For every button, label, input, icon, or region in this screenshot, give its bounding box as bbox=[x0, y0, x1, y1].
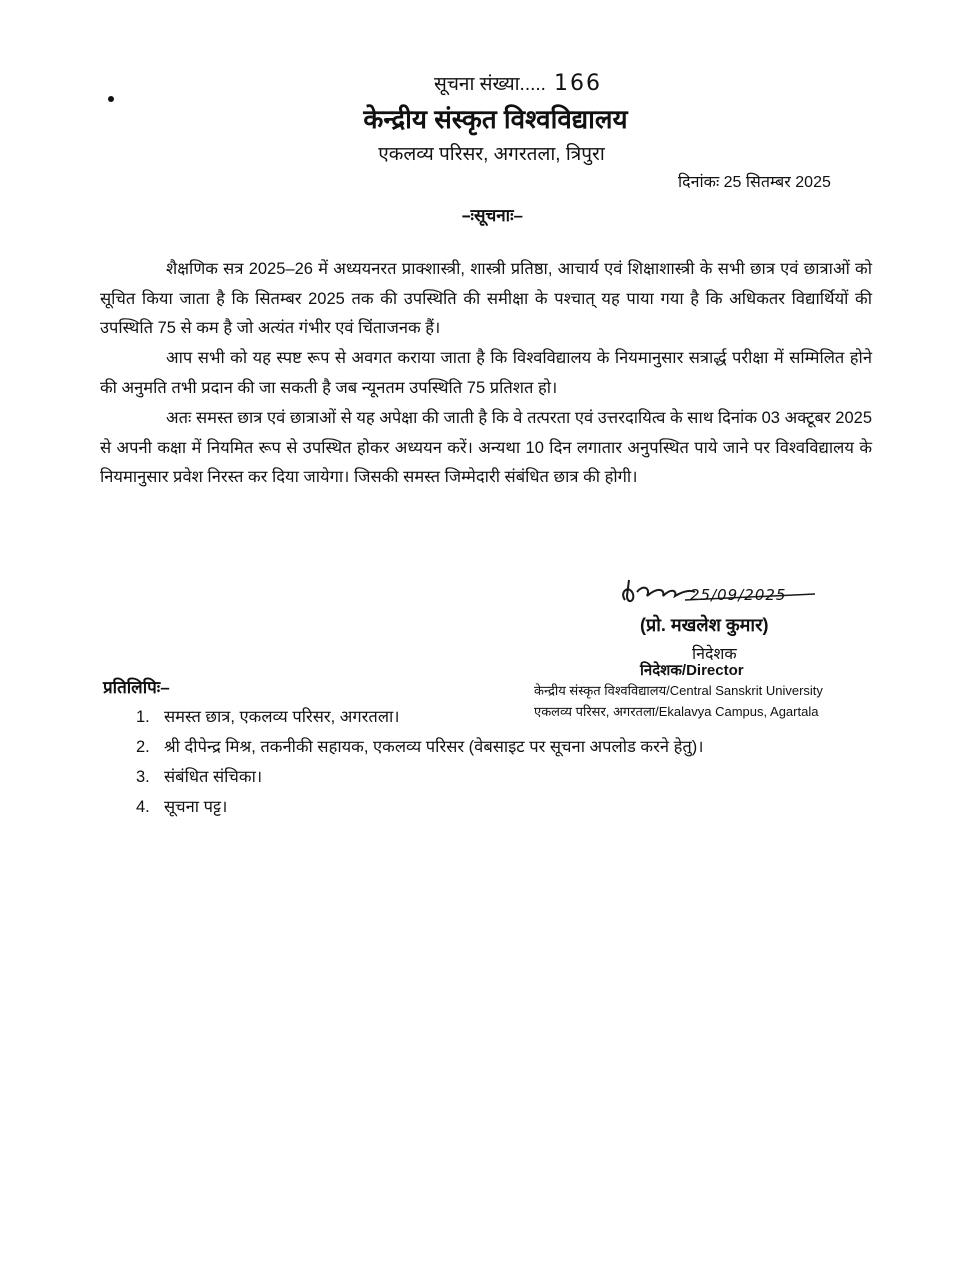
campus-address: एकलव्य परिसर, अगरतला, त्रिपुरा bbox=[378, 144, 605, 165]
copy-to-item bbox=[136, 732, 703, 762]
copy-to-item-number: 1. bbox=[136, 708, 150, 726]
signatory-name: (प्रो. मखलेश कुमार) bbox=[640, 615, 769, 635]
stamp-campus: एकलव्य परिसर, अगरतला/Ekalavya Campus, Agartala bbox=[534, 704, 819, 719]
copy-to-item bbox=[136, 792, 703, 822]
notice-number bbox=[434, 70, 602, 96]
notice-heading: –ःसूचनाः– bbox=[462, 206, 523, 225]
signature-date: 25/09/2025 bbox=[690, 586, 787, 604]
copy-to-item-text: सूचना पट्ट। bbox=[164, 798, 228, 816]
body-paragraph-1: शैक्षणिक सत्र 2025–26 में अध्ययनरत प्राक्शास्त्री, शास्त्री प्रतिष्ठा, आचार्य एवं शिक्षाशास्त्री के सभी छात्र एवं छात्राओं को सूचित किया जाता है कि सितम्बर 2025 तक की उपस्थिति की समीक्षा के पश्चात् यह पाया गया है कि अधिकतर विद्यार्थियों की उपस्थिति 75 से कम है जो अत्यंत गंभीर एवं चिंताजनक हैं। bbox=[100, 260, 872, 337]
copy-to-item bbox=[136, 762, 703, 792]
stamp-designation: निदेशक/Director bbox=[640, 662, 744, 679]
body-paragraph-2: आप सभी को यह स्पष्ट रूप से अवगत कराया जाता है कि विश्वविद्यालय के नियमानुसार सत्रार्द्ध परीक्षा में सम्मिलित होने की अनुमति तभी प्रदान की जा सकती है जब न्यूनतम उपस्थिति 75 प्रतिशत हो। bbox=[100, 349, 872, 397]
university-name: केन्द्रीय संस्कृत विश्वविद्यालय bbox=[363, 104, 628, 134]
copy-to-heading: प्रतिलिपिः– bbox=[103, 678, 170, 697]
signatory-title: निदेशक bbox=[692, 646, 737, 663]
notice-date: दिनांकः 25 सितम्बर 2025 bbox=[678, 174, 831, 191]
copy-to-item bbox=[136, 702, 703, 732]
copy-to-item-text: संबंधित संचिका। bbox=[164, 768, 263, 786]
copy-to-item-text: श्री दीपेन्द्र मिश्र, तकनीकी सहायक, एकलव्य परिसर (वेबसाइट पर सूचना अपलोड करने हेतु)। bbox=[164, 738, 704, 756]
notice-number-handwritten: 166 bbox=[553, 71, 602, 96]
copy-to-item-text: समस्त छात्र, एकलव्य परिसर, अगरतला। bbox=[164, 708, 400, 726]
copy-to-item-number: 4. bbox=[136, 798, 150, 816]
notice-number-label: सूचना संख्या..... bbox=[434, 74, 546, 95]
copy-to-item-number: 2. bbox=[136, 738, 150, 756]
copy-to-item-number: 3. bbox=[136, 768, 150, 786]
copy-to-list bbox=[136, 702, 703, 822]
stamp-university: केन्द्रीय संस्कृत विश्वविद्यालय/Central Sanskrit University bbox=[534, 683, 823, 698]
body-paragraph-3: अतः समस्त छात्र एवं छात्राओं से यह अपेक्षा की जाती है कि वे तत्परता एवं उत्तरदायित्व के साथ दिनांक 03 अक्टूबर 2025 से अपनी कक्षा में नियमित रूप से उपस्थित होकर अध्ययन करें। अन्यथा 10 दिन लगातार अनुपस्थित पाये जाने पर विश्वविद्यालय के नियमानुसार प्रवेश निरस्त कर दिया जायेगा। जिसकी समस्त जिम्मेदारी संबंधित छात्र की होगी। bbox=[100, 409, 872, 486]
